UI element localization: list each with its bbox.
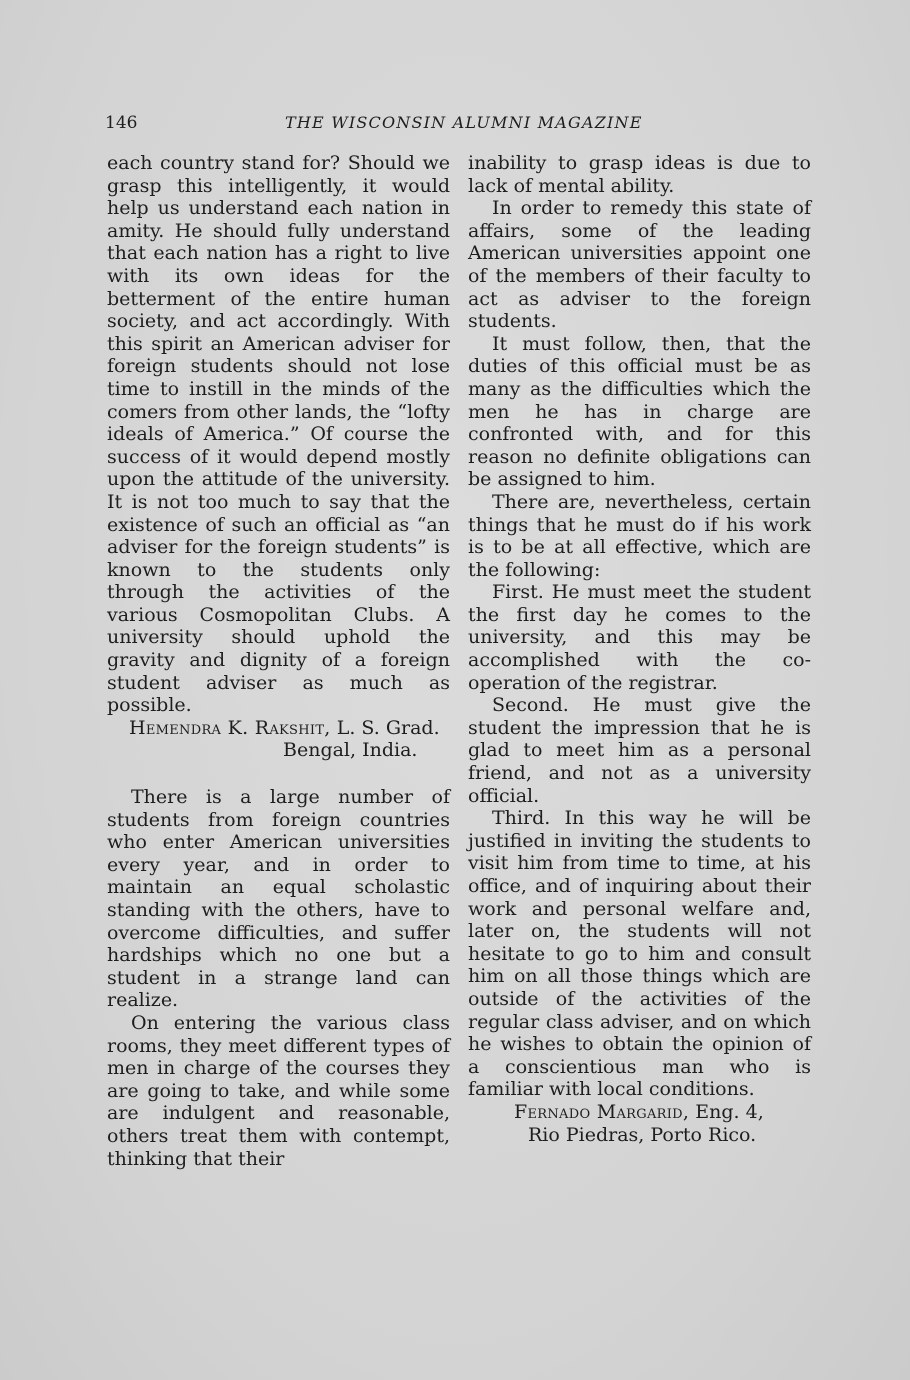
section-gap [107, 762, 450, 786]
right-paragraph-7: Third. In this way he will be justified in inviting the students to visit him from time to time, at his office, and of inquiring about their work and personal welfare and, later on, the students will not hesitate to go to him and consult him on all those things which are outside of the activities of the regular class adviser, and on which he wishes to obtain the opinion of a conscientious man who is familiar with local conditions. [468, 807, 811, 1101]
page-header [105, 113, 815, 137]
signature-1-place: Bengal, India. [283, 739, 418, 762]
left-paragraph-2: There is a large number of students from foreign countries who enter American universities every year, and in order to maintain an equal scholastic standing with the others, have to overcome difficulties, and suffer hardships which no one but a student in a strange land can realize. [107, 786, 450, 1012]
signature-2-line [468, 1101, 811, 1124]
right-paragraph-6: Second. He must give the student the impression that he is glad to meet him as a personal friend, and not as a university official. [468, 694, 811, 807]
right-paragraph-4: There are, nevertheless, certain things that he must do if his work is to be at all effective, which are the following: [468, 490, 811, 581]
page-number: 146 [105, 113, 138, 133]
signature-1-name: Hemendra K. Rakshit, [129, 716, 331, 739]
signature-2-place: Rio Piedras, Porto Rico. [528, 1123, 757, 1146]
signature-2-degree: Eng. 4, [695, 1100, 764, 1123]
signature-2-name: Fernado Margarid, [514, 1100, 690, 1123]
signature-1-line [107, 717, 450, 740]
signature-1-degree: L. S. Grad. [336, 716, 440, 739]
right-paragraph-1: inability to grasp ideas is due to lack of mental ability. [468, 152, 811, 197]
right-paragraph-5: First. He must meet the student the first day he comes to the university, and this may be accomplished with the co-operation of the registrar. [468, 581, 811, 694]
left-column [107, 152, 450, 1170]
left-paragraph-3: On entering the various class rooms, they meet different types of men in charge of the courses they are going to take, and while some are indulgent and reasonable, others treat them with contempt, thinking that their [107, 1011, 450, 1170]
right-column [468, 152, 811, 1146]
right-paragraph-2: In order to remedy this state of affairs, some of the leading American universities appoint one of the members of their faculty to act as adviser to the foreign students. [468, 197, 811, 333]
running-title: THE WISCONSIN ALUMNI MAGAZINE [285, 113, 643, 132]
left-paragraph-1: each country stand for? Should we grasp this intelligently, it would help us understand each nation in amity. He should fully understand that each nation has a right to live with its own ideas for the betterment of the entire human society, and act accordingly. With this spirit an American adviser for foreign students should not lose time to instill in the minds of the comers from other lands, the “lofty ideals of America.” Of course the success of it would depend mostly upon the attitude of the university. It is not too much to say that the existence of such an official as “an adviser for the foreign students” is known to the students only through the activities of the various Cosmopolitan Clubs. A university should uphold the gravity and dignity of a foreign student adviser as much as possible. [107, 152, 450, 717]
right-paragraph-3: It must follow, then, that the duties of this official must be as many as the difficulties which the men he has in charge are confronted with, and for this reason no definite obligations can be assigned to him. [468, 332, 811, 491]
